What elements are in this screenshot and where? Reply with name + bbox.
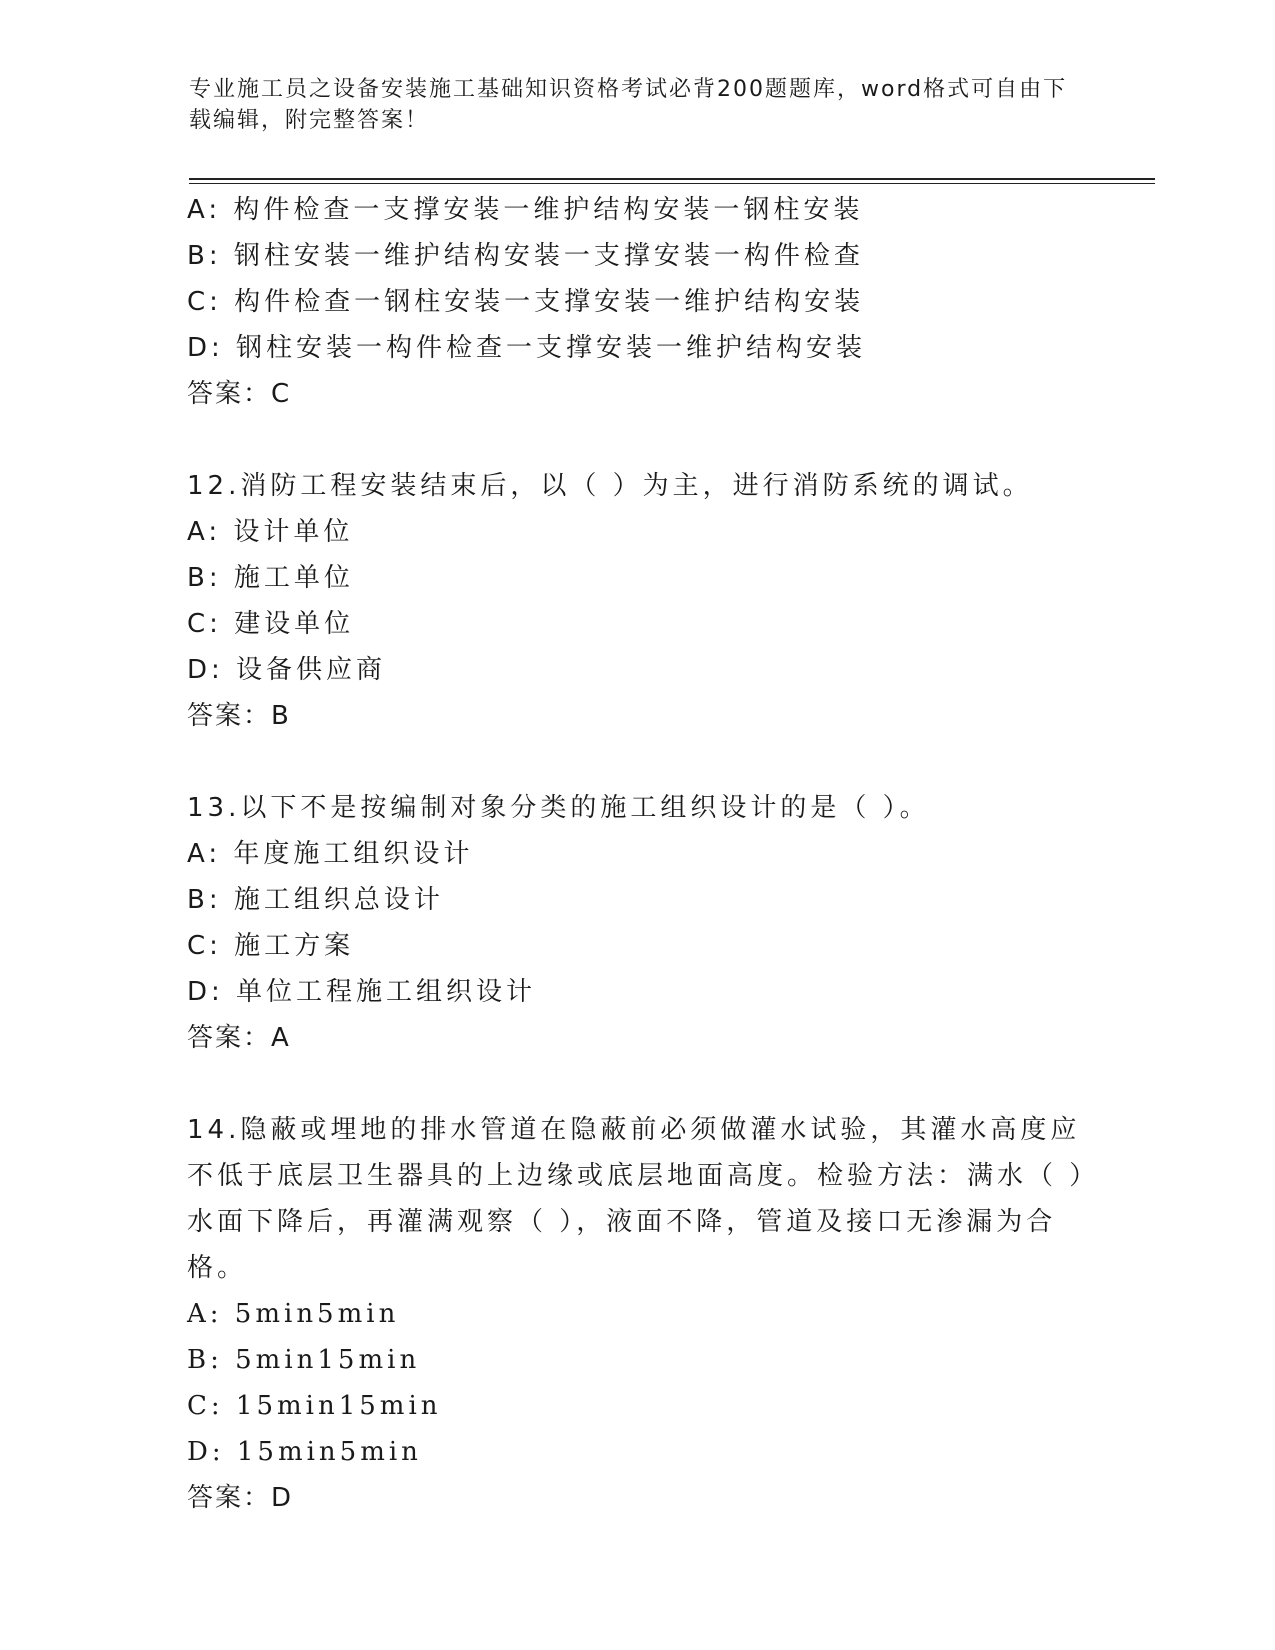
answer-line: 答案：C: [187, 379, 292, 409]
option-b: B: 施工组织总设计: [187, 885, 444, 915]
header-divider-thin: [189, 183, 1155, 184]
option-d: D: 设备供应商: [187, 655, 387, 685]
option-a: A: 5min5min: [187, 1299, 400, 1329]
option-c: C: 构件检查一钢柱安装一支撑安装一维护结构安装: [187, 287, 865, 317]
option-c: C: 施工方案: [187, 931, 355, 961]
question-11: [187, 187, 1087, 417]
option-a: A: 构件检查一支撑安装一维护结构安装一钢柱安装: [187, 195, 864, 225]
option-a: A: 设计单位: [187, 517, 354, 547]
question-stem: 13.以下不是按编制对象分类的施工组织设计的是（ ）。: [187, 793, 930, 823]
question-13: [187, 785, 1087, 1061]
option-d: D: 15min5min: [187, 1437, 422, 1467]
option-b: B: 5min15min: [187, 1345, 421, 1375]
question-12: [187, 463, 1087, 739]
question-14: [187, 1107, 1087, 1521]
answer-line: 答案：A: [187, 1023, 291, 1053]
question-stem: 12.消防工程安装结束后，以（ ）为主，进行消防系统的调试。: [187, 471, 1033, 501]
option-d: D: 单位工程施工组织设计: [187, 977, 537, 1007]
answer-line: 答案：B: [187, 701, 291, 731]
question-stem: 14.隐蔽或埋地的排水管道在隐蔽前必须做灌水试验，其灌水高度应不低于底层卫生器具的上边缘或底层地面高度。检验方法：满水（ ）水面下降后，再灌满观察（ ），液面不降，管道及接口无渗漏为合格。: [187, 1115, 1087, 1283]
option-a: A: 年度施工组织设计: [187, 839, 474, 869]
answer-line: 答案：D: [187, 1483, 294, 1513]
option-c: C: 建设单位: [187, 609, 355, 639]
option-b: B: 施工单位: [187, 563, 354, 593]
header-divider-thick: [189, 178, 1155, 180]
option-b: B: 钢柱安装一维护结构安装一支撑安装一构件检查: [187, 241, 864, 271]
document-header: 专业施工员之设备安装施工基础知识资格考试必背200题题库，word格式可自由下载编辑，附完整答案！: [189, 77, 1068, 133]
question-list: [187, 187, 1087, 1521]
option-c: C: 15min15min: [187, 1391, 442, 1421]
option-d: D: 钢柱安装一构件检查一支撑安装一维护结构安装: [187, 333, 867, 363]
